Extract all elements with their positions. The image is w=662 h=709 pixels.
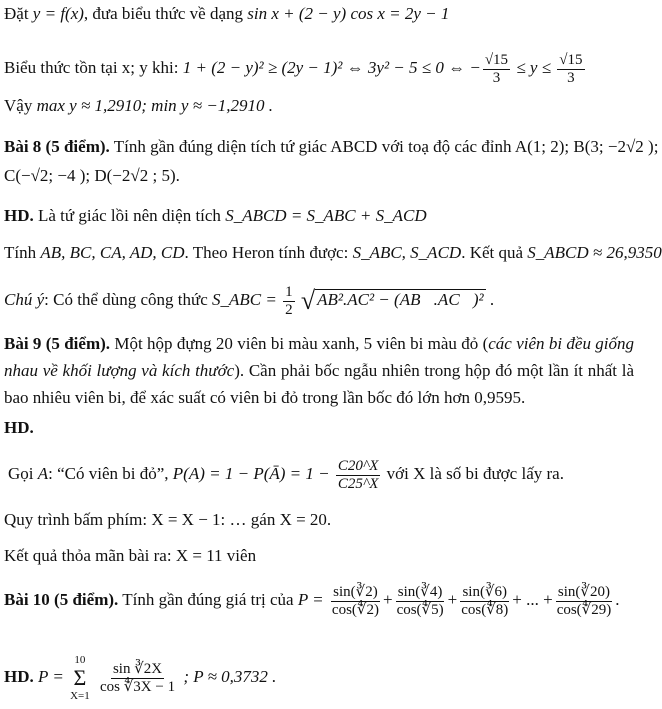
term-last: $\frac{\sin(∛20)}{\cos(∜29)}$ [556, 584, 612, 618]
bai9-procedure: Quy trình bấm phím: X = X − 1: … gán X = 20. [4, 510, 332, 529]
bai10-hd: HD. P = 10 Σ X=1 $\frac{\sin ∛2X}{\cos ∜3X - 1}$ ; P ≈ 0,3732 . [4, 654, 277, 703]
sum-term: $\frac{\sin ∛2X}{\cos ∜3X - 1}$ [99, 661, 176, 695]
sigma: 10 Σ X=1 [70, 654, 90, 703]
bai9-title: Bài 9 (5 điểm). [4, 334, 111, 353]
term-2: $\frac{\sin(∛4)}{\cos(∜5)}$ [396, 584, 444, 618]
fraction-sqrt15-over-3-b: $\frac{√15}{3}$ [559, 52, 583, 86]
bai8-hd: HD. Là tứ giác lồi nên diện tích S_ABCD = S_ABC + S_ACD [4, 206, 427, 225]
bai8-title: Bài 8 (5 điểm). [4, 137, 110, 156]
line-existence-condition: Biểu thức tồn tại x; y khi: 1 + (2 − y)² ≥ (2y − 1)² ⇔ 3y² − 5 ≤ 0 ⇔ − $\frac{√15}{3}$ ≤ y ≤ $\frac{√15}{3}$ [4, 52, 583, 86]
line-set-y: Đặt y = f(x), đưa biểu thức về dạng sin x + (2 − y) cos x = 2y − 1 [4, 4, 450, 23]
bai10-statement: Bài 10 (5 điểm). Tính gần đúng giá trị của P = $\frac{\sin(∛2)}{\cos(∜2)}$ + $\frac{\sin(∛4)}{\cos(∜5)}$ + $\frac{\sin(∛6)}{\cos(∜8)}$ + ... + $\frac{\sin(∛20)}{\cos(∜29)}$ . [4, 584, 620, 618]
line-max-min: Vậy max y ≈ 1,2910; min y ≈ −1,2910 . [4, 96, 274, 115]
fraction-sqrt15-over-3: $\frac{√15}{3}$ [484, 52, 509, 86]
bai9-result: Kết quả thỏa mãn bài ra: X = 11 viên [4, 546, 257, 565]
bai8-heron: Tính AB, BC, CA, AD, CD. Theo Heron tính được: S_ABC, S_ACD. Kết quả S_ABCD ≈ 26,9350 [4, 243, 662, 262]
bai9-hd: HD. [4, 418, 34, 437]
bai9-statement: Bài 9 (5 điểm). Một hộp đựng 20 viên bi màu xanh, 5 viên bi màu đỏ (các viên bi đều giống nhau về khối lượng và kích thước). Cần phải bốc ngẫu nhiên trong hộp đó một lần ít nhất là bao nhiêu viên bi, để xác suất có viên bi đỏ trong lần bốc đó lớn hơn 0,9595. [4, 334, 635, 407]
bai8-statement-line1: Bài 8 (5 điểm). Tính gần đúng diện tích tứ giác ABCD với toạ độ các đỉnh A(1; 2); B(3; −2√2 ); [4, 137, 659, 156]
term-3: $\frac{\sin(∛6)}{\cos(∜8)}$ [461, 584, 509, 618]
bai10-title: Bài 10 (5 điểm). [4, 589, 119, 609]
term-1: $\frac{\sin(∛2)}{\cos(∜2)}$ [331, 584, 379, 618]
bai8-note: Chú ý: Có thể dùng công thức S_ABC = $\frac{1}{2}$ √ AB².AC² − (AB⃗.AC⃗)² . [4, 284, 495, 318]
bai9-event: Gọi A: “Có viên bi đỏ”, P(A) = 1 − P(Ā) = 1 − $\frac{C20\^{}X}{C25\^{}X}$ với X là số bi được lấy ra. [8, 458, 564, 492]
bai8-statement-line2: C(−√2; −4 ); D(−2√2 ; 5). [4, 166, 180, 185]
fraction-combinations: $\frac{C20\^{}X}{C25\^{}X}$ [337, 458, 379, 492]
fraction-one-half: $\frac{1}{2}$ [285, 284, 293, 318]
